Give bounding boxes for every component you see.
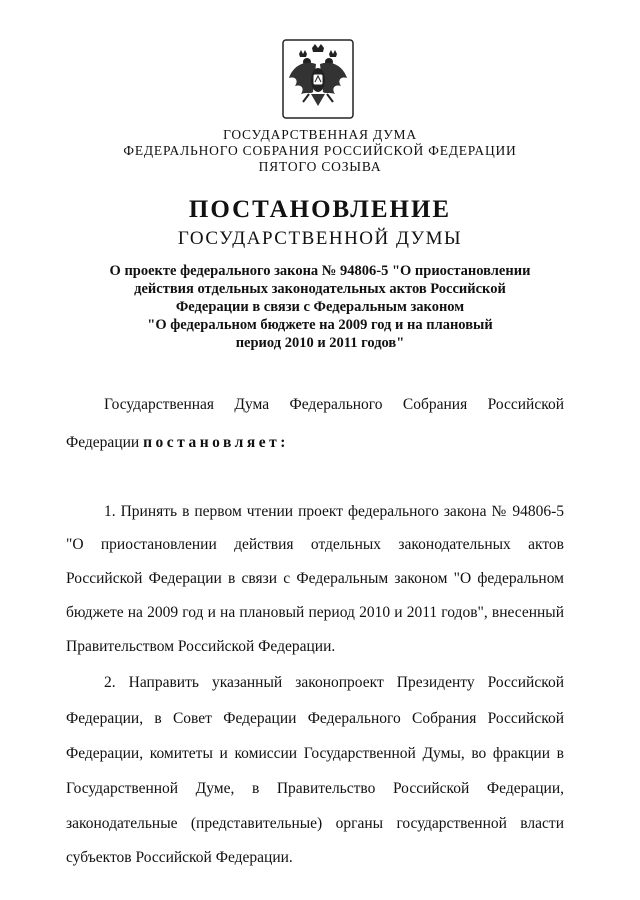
item2-line: Государственной Думе, в Правительство Российской Федерации, [66, 780, 564, 797]
subject-line: Федерации в связи с Федеральным законом [175, 299, 465, 315]
coat-of-arms-emblem-icon [279, 36, 357, 122]
item2-line: Федерации, в Совет Федерации Федерального Собрания Российской [66, 710, 564, 727]
resolves-keyword: постановляет: [143, 434, 289, 451]
subject-line: О проекте федерального закона № 94806-5 "О приостановлении [109, 263, 531, 279]
item2-line: законодательные (представительные) органы государственной власти [66, 815, 564, 832]
preamble-text: Федерации [66, 434, 140, 451]
header-federal-assembly: ФЕДЕРАЛЬНОГО СОБРАНИЯ РОССИЙСКОЙ ФЕДЕРАЦИИ [123, 143, 517, 158]
item2-line: субъектов Российской Федерации. [66, 849, 293, 866]
item1-line: "О приостановлении действия отдельных законодательных актов [66, 536, 564, 553]
item2-line: Федерации, комитеты и комиссии Государственной Думы, во фракции в [66, 745, 564, 762]
header-convocation: ПЯТОГО СОЗЫВА [258, 159, 382, 174]
preamble-line: Государственная Дума Федерального Собрания Российской [104, 396, 564, 413]
subject-line: "О федеральном бюджете на 2009 год и на плановый [147, 317, 493, 333]
document-title: ПОСТАНОВЛЕНИЕ [188, 196, 452, 223]
header-duma: ГОСУДАРСТВЕННАЯ ДУМА [223, 127, 417, 142]
subject-line: период 2010 и 2011 годов" [235, 335, 405, 351]
item2-line: 2. Направить указанный законопроект Президенту Российской [104, 674, 564, 691]
document-subject [60, 262, 580, 352]
item1-line: Российской Федерации в связи с Федеральным законом "О федеральном [66, 570, 564, 587]
item1-line: 1. Принять в первом чтении проект федерального закона № 94806-5 [104, 503, 564, 520]
subject-line: действия отдельных законодательных актов Российской [134, 281, 506, 297]
document-subtitle: ГОСУДАРСТВЕННОЙ ДУМЫ [177, 228, 463, 249]
item1-line: Правительством Российской Федерации. [66, 638, 336, 655]
item1-line: бюджете на 2009 год и на плановый период 2010 и 2011 годов", внесенный [66, 604, 564, 621]
preamble-line [66, 434, 564, 452]
